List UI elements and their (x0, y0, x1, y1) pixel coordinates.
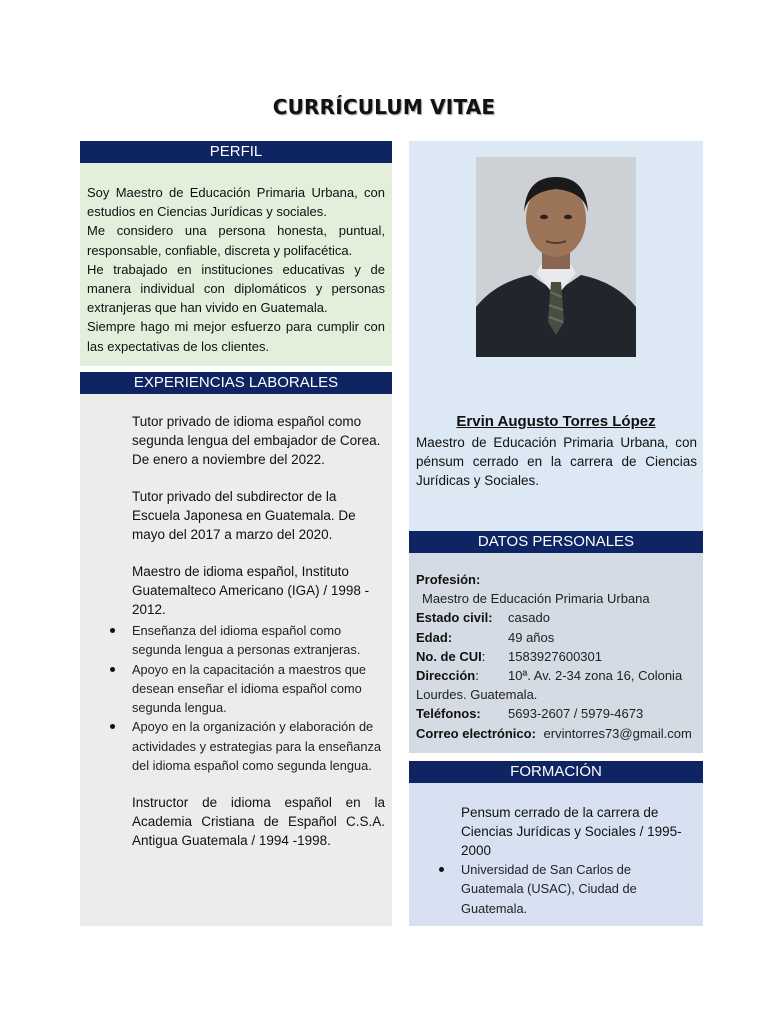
cui-colon: : (481, 648, 486, 664)
direccion-value: 10ª. Av. 2-34 zona 16, Colonia Lourdes. Guatemala. (416, 668, 683, 703)
correo-row (416, 724, 696, 743)
edad-value: 49 años (508, 629, 555, 645)
list-item: Enseñanza del idioma español como segunda lengua a personas extranjeras. (106, 621, 385, 660)
perfil-paragraph-2: Me considero una persona honesta, puntual, responsable, confiable, discreta y polifacética. (87, 223, 385, 258)
candidate-summary: Maestro de Educación Primaria Urbana, con pénsum cerrado en la carrera de Ciencias Jurídicas y Sociales. (416, 435, 697, 488)
perfil-section (80, 163, 392, 366)
perfil-heading: PERFIL (80, 141, 392, 163)
estado-label: Estado civil: (416, 610, 493, 626)
cui-label: No. de CUI (416, 648, 482, 664)
estado-row (416, 608, 696, 627)
direccion-label: Dirección (416, 668, 476, 684)
direccion-colon: : (475, 668, 479, 684)
edad-row (416, 628, 696, 647)
perfil-paragraph-4: Siempre hago mi mejor esfuerzo para cumplir con las expectativas de los clientes. (87, 319, 385, 354)
formacion-section (409, 783, 703, 926)
correo-value: ervintorres73@gmail.com (543, 725, 692, 741)
profesion-label: Profesión: (416, 572, 481, 587)
cui-value: 1583927600301 (508, 648, 602, 664)
telefonos-row (416, 704, 696, 723)
experiencias-section (80, 394, 392, 926)
estado-value: casado (508, 610, 550, 626)
experiencias-heading: EXPERIENCIAS LABORALES (80, 372, 392, 394)
formacion-bullet-list (435, 860, 696, 918)
profile-photo-portrait (476, 157, 636, 357)
job-entry-korea: Tutor privado de idioma español como segunda lengua del embajador de Corea. De enero a noviembre del 2022. (132, 414, 381, 467)
telefonos-label: Teléfonos: (416, 706, 481, 722)
document-title: CURRÍCULUM VITAE (272, 95, 496, 119)
datos-section (409, 553, 703, 753)
edad-label: Edad: (416, 629, 453, 645)
correo-label: Correo electrónico: (416, 725, 536, 741)
profile-photo (476, 157, 636, 357)
datos-heading: DATOS PERSONALES (409, 531, 703, 553)
list-item: Apoyo en la capacitación a maestros que desean enseñar el idioma español como segunda lengua. (106, 660, 385, 718)
cui-row (416, 647, 696, 666)
direccion-row (416, 666, 696, 704)
profesion-value: Maestro de Educación Primaria Urbana (422, 591, 650, 607)
degree-entry: Pensum cerrado de la carrera de Ciencias Jurídicas y Sociales / 1995-2000 (461, 805, 682, 858)
job-entry-japanese-school: Tutor privado del subdirector de la Escuela Japonesa en Guatemala. De mayo del 2017 a marzo del 2020. (132, 489, 356, 542)
profesion-row (416, 570, 696, 608)
telefonos-value: 5693-2607 / 5979-4673 (508, 706, 644, 722)
formacion-heading: FORMACIÓN (409, 761, 703, 783)
iga-bullet-list (106, 621, 385, 775)
list-item: Universidad de San Carlos de Guatemala (USAC), Ciudad de Guatemala. (435, 860, 696, 918)
perfil-paragraph-3: He trabajado en instituciones educativas y de manera individual con diplomáticos y personas extranjeras que han vivido en Guatemala. (87, 261, 385, 316)
job-entry-iga: Maestro de idioma español, Instituto Guatemalteco Americano (IGA) / 1998 - 2012. (132, 564, 370, 617)
list-item: Apoyo en la organización y elaboración de actividades y estrategias para la enseñanza del idioma español como segunda lengua. (106, 717, 385, 775)
candidate-name: Ervin Augusto Torres López (456, 413, 656, 430)
perfil-paragraph-1: Soy Maestro de Educación Primaria Urbana, con estudios en Ciencias Jurídicas y sociales. (87, 185, 385, 220)
job-entry-csa: Instructor de idioma español en la Academia Cristiana de Español C.S.A. Antigua Guatemala / 1994 -1998. (132, 795, 385, 849)
